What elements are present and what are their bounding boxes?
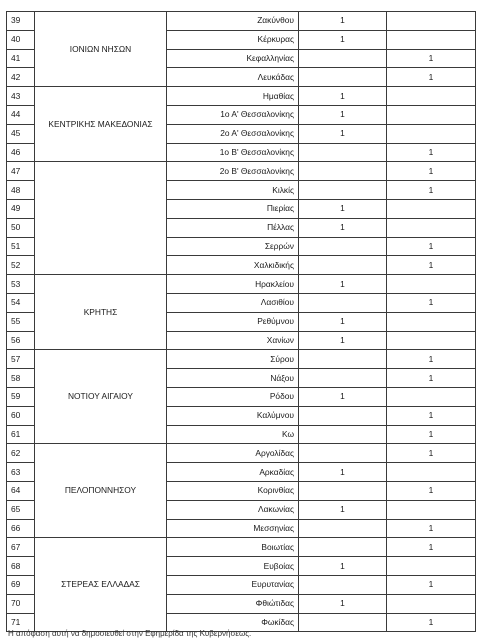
count-col-2: 1 [387,143,476,162]
count-col-1 [299,68,387,87]
count-col-2 [387,275,476,294]
table-row [7,350,476,369]
count-col-1: 1 [299,557,387,576]
unit-name: Καλύμνου [167,406,299,425]
unit-name: Ρεθύμνου [167,312,299,331]
count-col-2 [387,12,476,31]
count-col-2 [387,463,476,482]
region-name: ΠΕΛΟΠΟΝΝΗΣΟΥ [35,444,167,538]
region-name: ΚΕΝΤΡΙΚΗΣ ΜΑΚΕΔΟΝΙΑΣ [35,87,167,162]
count-col-1 [299,406,387,425]
unit-name: Ευρυτανίας [167,575,299,594]
count-col-2 [387,387,476,406]
unit-name: Μεσσηνίας [167,519,299,538]
unit-name: Αρκαδίας [167,463,299,482]
count-col-2: 1 [387,350,476,369]
table-row [7,12,476,31]
region-name: ΝΟΤΙΟΥ ΑΙΓΑΙΟΥ [35,350,167,444]
unit-name: Φωκίδας [167,613,299,632]
count-col-1 [299,143,387,162]
row-number: 44 [7,105,35,124]
row-number: 39 [7,12,35,31]
row-number: 59 [7,387,35,406]
unit-name: 1ο Β' Θεσσαλονίκης [167,143,299,162]
count-col-2: 1 [387,293,476,312]
region-name: ΚΡΗΤΗΣ [35,275,167,350]
unit-name: Σερρών [167,237,299,256]
footnote: Η απόφαση αυτή να δημοσιευθεί στην Εφημερίδα της Κυβερνήσεως. [8,629,252,638]
count-col-1: 1 [299,124,387,143]
table-row [7,162,476,181]
count-col-2 [387,594,476,613]
unit-name: Πέλλας [167,218,299,237]
count-col-2: 1 [387,49,476,68]
row-number: 55 [7,312,35,331]
unit-name: Σύρου [167,350,299,369]
row-number: 66 [7,519,35,538]
unit-name: Κω [167,425,299,444]
row-number: 50 [7,218,35,237]
count-col-1 [299,481,387,500]
count-col-1: 1 [299,218,387,237]
count-col-2 [387,331,476,350]
row-number: 61 [7,425,35,444]
unit-name: Ρόδου [167,387,299,406]
row-number: 62 [7,444,35,463]
count-col-2 [387,500,476,519]
region-name [35,162,167,275]
row-number: 67 [7,538,35,557]
count-col-1 [299,181,387,200]
row-number: 45 [7,124,35,143]
unit-name: Λακωνίας [167,500,299,519]
count-col-2: 1 [387,519,476,538]
count-col-1 [299,575,387,594]
count-col-2: 1 [387,444,476,463]
count-col-2 [387,312,476,331]
region-name: ΙΟΝΙΩΝ ΝΗΣΩΝ [35,12,167,87]
unit-name: Ηρακλείου [167,275,299,294]
row-number: 54 [7,293,35,312]
row-number: 49 [7,199,35,218]
unit-name: Ημαθίας [167,87,299,106]
count-col-1: 1 [299,87,387,106]
count-col-1: 1 [299,105,387,124]
unit-name: Χαλκιδικής [167,256,299,275]
count-col-1 [299,425,387,444]
count-col-2 [387,87,476,106]
count-col-1 [299,350,387,369]
count-col-2 [387,105,476,124]
count-col-1 [299,519,387,538]
row-number: 43 [7,87,35,106]
count-col-1 [299,538,387,557]
row-number: 53 [7,275,35,294]
count-col-1: 1 [299,312,387,331]
count-col-2: 1 [387,256,476,275]
table-row [7,538,476,557]
row-number: 42 [7,68,35,87]
unit-name: Κορινθίας [167,481,299,500]
count-col-2: 1 [387,481,476,500]
row-number: 63 [7,463,35,482]
row-number: 69 [7,575,35,594]
unit-name: Λασιθίου [167,293,299,312]
unit-name: Νάξου [167,369,299,388]
count-col-1: 1 [299,331,387,350]
count-col-1 [299,369,387,388]
unit-name: Πιερίας [167,199,299,218]
row-number: 51 [7,237,35,256]
count-col-2: 1 [387,162,476,181]
count-col-1 [299,256,387,275]
row-number: 48 [7,181,35,200]
count-col-1 [299,49,387,68]
unit-name: Κεφαλληνίας [167,49,299,68]
count-col-2 [387,124,476,143]
count-col-1 [299,613,387,632]
row-number: 68 [7,557,35,576]
row-number: 56 [7,331,35,350]
count-col-1 [299,237,387,256]
region-name: ΣΤΕΡΕΑΣ ΕΛΛΑΔΑΣ [35,538,167,632]
unit-name: 2ο Β' Θεσσαλονίκης [167,162,299,181]
unit-name: Ευβοίας [167,557,299,576]
count-col-1: 1 [299,387,387,406]
allocation-table-body [7,12,476,632]
count-col-2: 1 [387,406,476,425]
row-number: 71 [7,613,35,632]
count-col-1 [299,293,387,312]
count-col-1: 1 [299,199,387,218]
count-col-1: 1 [299,12,387,31]
count-col-2 [387,557,476,576]
table-row [7,444,476,463]
count-col-2: 1 [387,68,476,87]
count-col-2: 1 [387,369,476,388]
count-col-2: 1 [387,237,476,256]
count-col-2: 1 [387,613,476,632]
unit-name: Αργολίδας [167,444,299,463]
unit-name: Κιλκίς [167,181,299,200]
count-col-2: 1 [387,575,476,594]
row-number: 40 [7,30,35,49]
count-col-1: 1 [299,500,387,519]
unit-name: Χανίων [167,331,299,350]
row-number: 41 [7,49,35,68]
row-number: 60 [7,406,35,425]
count-col-1 [299,444,387,463]
unit-name: Φθιώτιδας [167,594,299,613]
unit-name: Κέρκυρας [167,30,299,49]
count-col-2: 1 [387,538,476,557]
row-number: 57 [7,350,35,369]
unit-name: Λευκάδας [167,68,299,87]
unit-name: 2ο Α' Θεσσαλονίκης [167,124,299,143]
row-number: 52 [7,256,35,275]
count-col-1: 1 [299,594,387,613]
row-number: 65 [7,500,35,519]
count-col-2: 1 [387,181,476,200]
count-col-1: 1 [299,30,387,49]
table-row [7,275,476,294]
count-col-1 [299,162,387,181]
count-col-1: 1 [299,275,387,294]
row-number: 46 [7,143,35,162]
allocation-table [6,11,476,632]
unit-name: 1ο Α' Θεσσαλονίκης [167,105,299,124]
table-row [7,87,476,106]
unit-name: Ζακύνθου [167,12,299,31]
row-number: 58 [7,369,35,388]
unit-name: Βοιωτίας [167,538,299,557]
row-number: 70 [7,594,35,613]
row-number: 47 [7,162,35,181]
count-col-1: 1 [299,463,387,482]
count-col-2 [387,30,476,49]
count-col-2: 1 [387,425,476,444]
count-col-2 [387,199,476,218]
count-col-2 [387,218,476,237]
row-number: 64 [7,481,35,500]
